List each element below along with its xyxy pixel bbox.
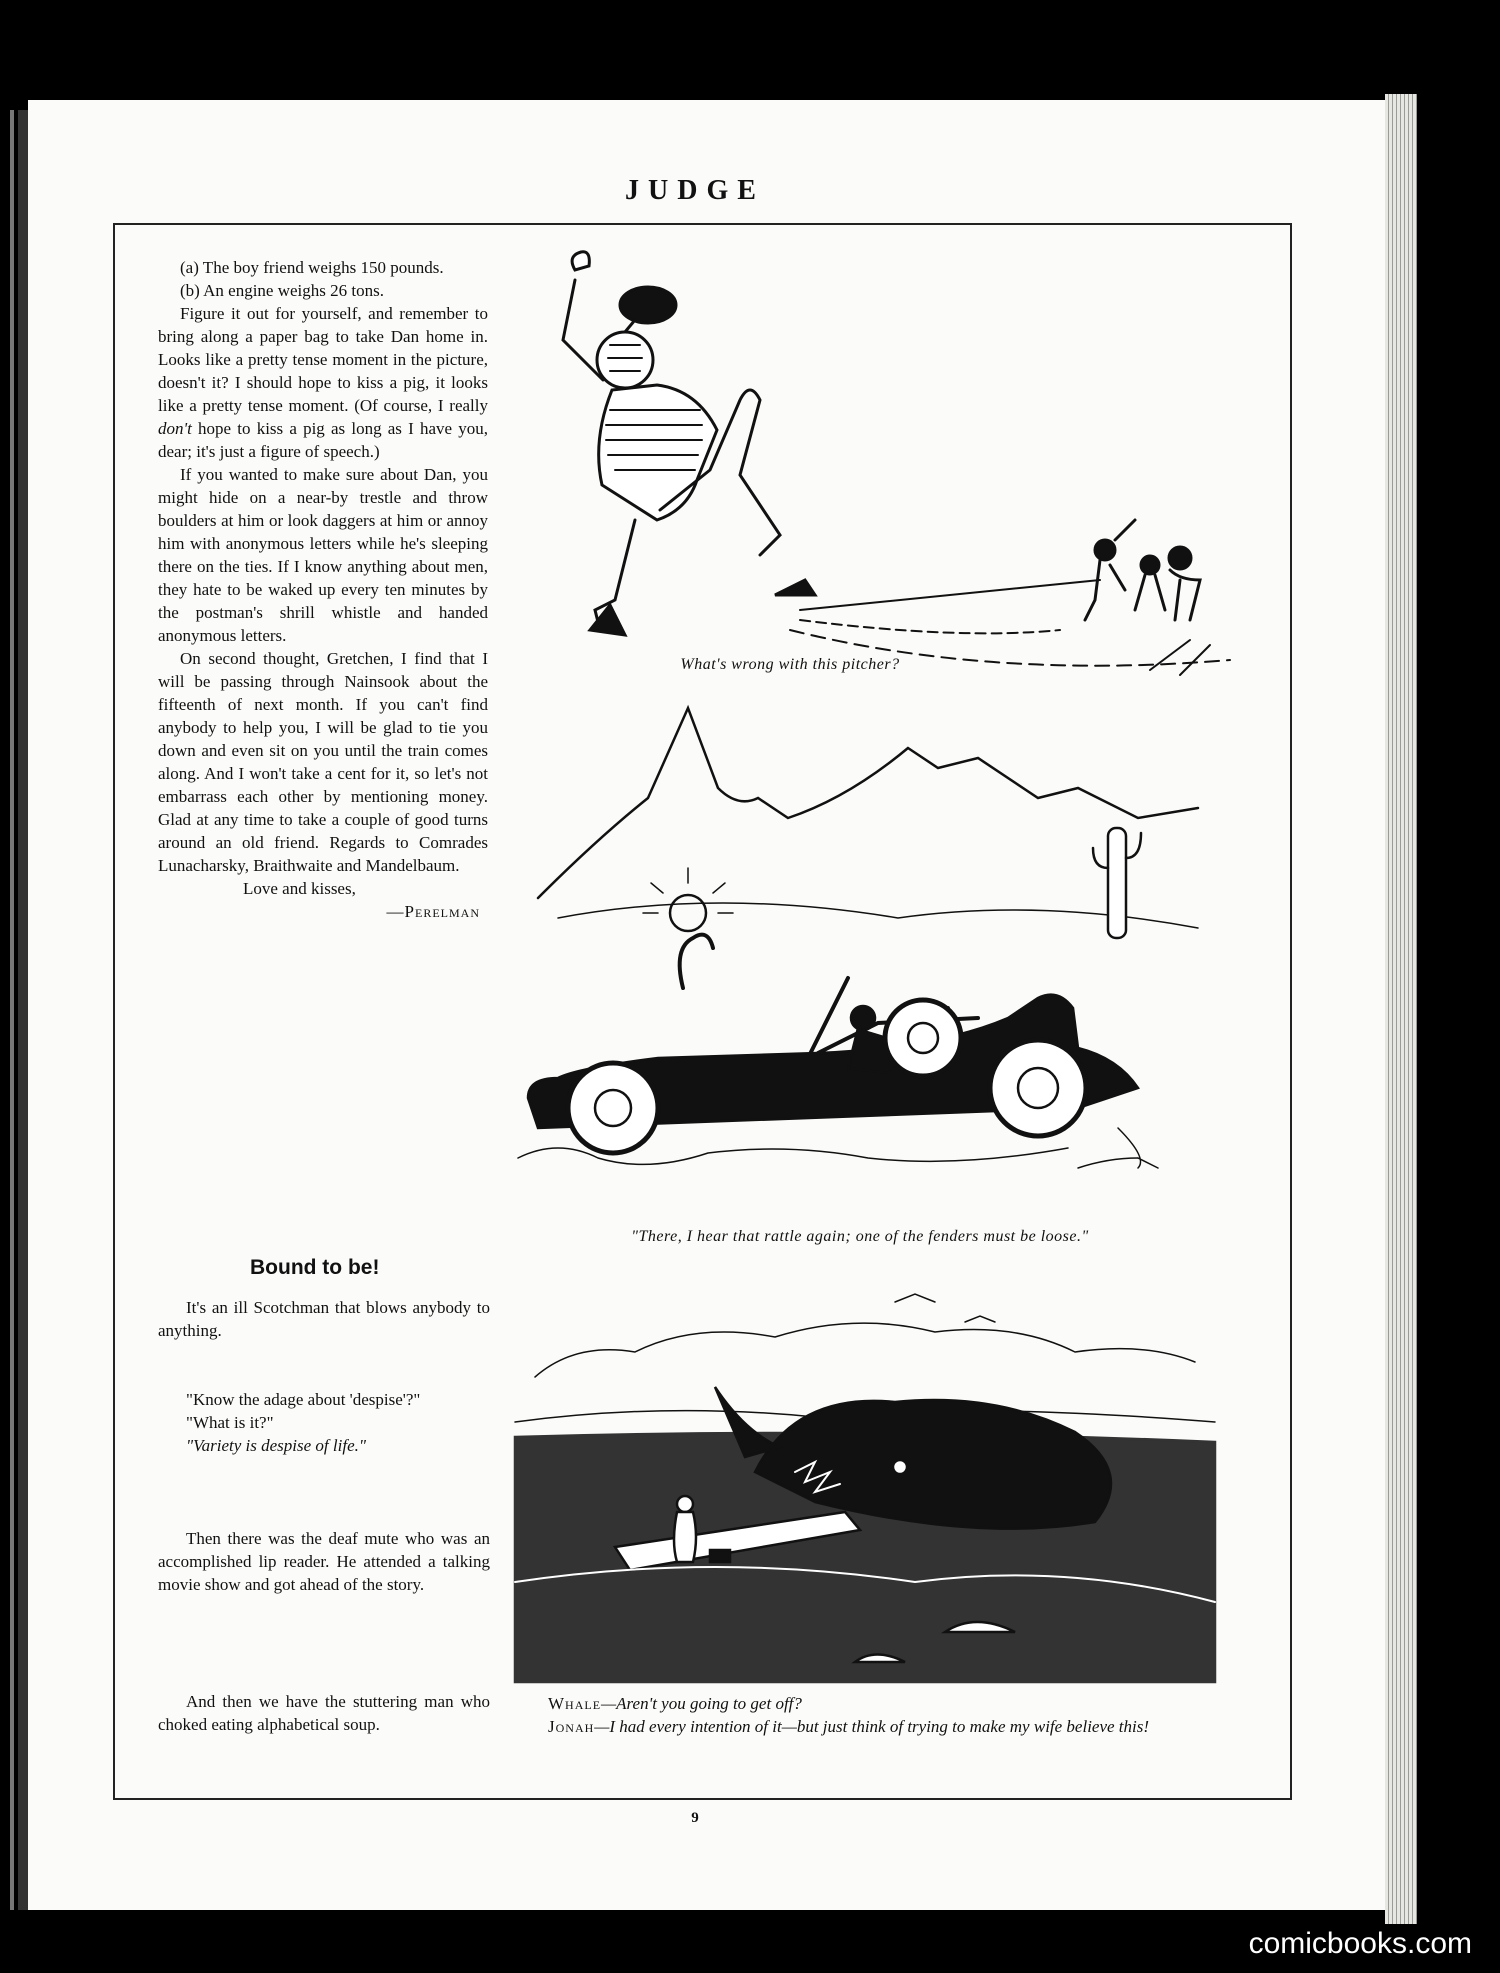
whale-caption: Whale—Aren't you going to get off? Jonah—I had every intention of it—but just think of trying to make my wife believe this! — [548, 1694, 1150, 1736]
book-spine — [0, 110, 28, 1910]
closing: Love and kisses, — [243, 879, 356, 898]
letter-paragraph: On second thought, Gretchen, I find that I will be passing through Nainsook about the fifteenth of next month. If you can't find anybody to help you, I will be glad to tie you down and even sit on you until the train comes along. And I won't take a cent for it, so let's not embarrass each other by mentioning money. Glad at any time to take a couple of good turns around an old friend. Regards to Comrades Lunacharsky, Braithwaite and Mandelbaum. — [158, 649, 488, 875]
watermark: comicbooks.com — [1248, 1927, 1472, 1960]
joke-stutter: And then we have the stuttering man who choked eating alphabetical soup. — [158, 1692, 490, 1734]
page-number: 9 — [691, 1810, 699, 1826]
masthead: JUDGE — [625, 175, 765, 206]
section-title: Bound to be! — [250, 1256, 380, 1279]
whale-illustration — [515, 1282, 1215, 1682]
letter-paragraph: (a) The boy friend weighs 150 pounds. — [180, 258, 444, 277]
joke-adage: "Know the adage about 'despise'?" "What is it?" "Variety is despise of life." — [186, 1390, 421, 1455]
joke-scotchman: It's an ill Scotchman that blows anybody to anything. — [158, 1298, 490, 1340]
letter-column — [158, 256, 488, 923]
pitcher-caption: What's wrong with this pitcher? — [680, 656, 900, 673]
letter-paragraph: (b) An engine weighs 26 tons. — [180, 281, 384, 300]
car-caption: "There, I hear that rattle again; one of the fenders must be loose." — [631, 1228, 1089, 1245]
page-edges — [1385, 94, 1417, 1924]
letter-paragraph: If you wanted to make sure about Dan, you might hide on a near-by trestle and throw boulders at him or look daggers at him or annoy him with anonymous letters while he's sleeping there on the ties. If I know anything about men, they hate to be waked up every ten minutes by the postman's shrill whistle and handed anonymous letters. — [158, 465, 488, 645]
car-illustration — [518, 688, 1218, 1198]
letter-paragraph: Figure it out for yourself, and remember to bring along a paper bag to take Dan home in. Looks like a pretty tense moment in the picture, doesn't it? I should hope to kiss a pig, it looks like a pretty tense moment. (Of course, I really don't hope to kiss a pig as long as I have you, dear; it's just a figure of speech.) — [158, 304, 488, 461]
signature: —Perelman — [386, 902, 480, 921]
pitcher-illustration — [540, 250, 1230, 660]
joke-deaf-mute: Then there was the deaf mute who was an accomplished lip reader. He attended a talking movie show and got ahead of the story. — [158, 1529, 490, 1594]
